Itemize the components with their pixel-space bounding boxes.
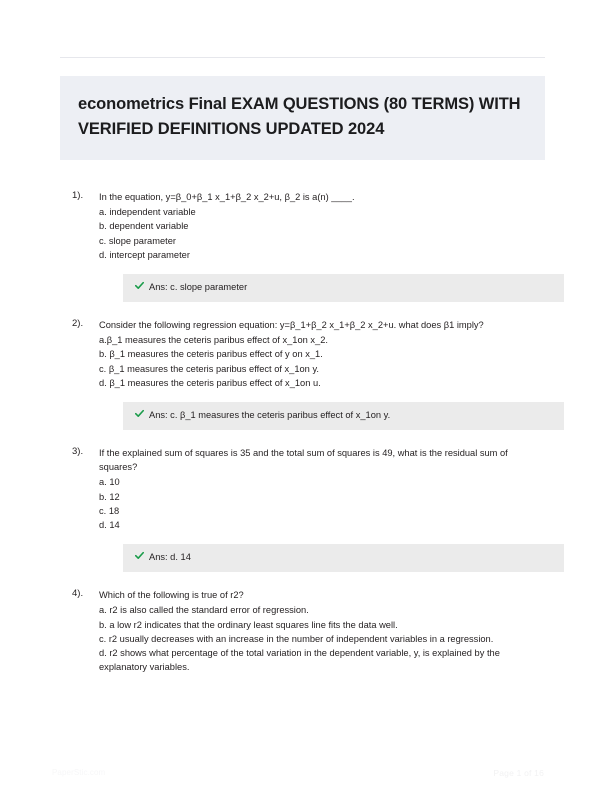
- answer-row: [135, 281, 552, 294]
- answer-box: [123, 402, 564, 430]
- footer-page-number: Page 1 of 16: [493, 768, 544, 778]
- question-option[interactable]: c. slope parameter: [99, 235, 176, 246]
- question-body: [99, 588, 546, 674]
- question-option[interactable]: b. a low r2 indicates that the ordinary least squares line fits the data well.: [99, 619, 398, 630]
- question-body: [99, 318, 546, 430]
- question-option[interactable]: a.β_1 measures the ceteris paribus effect of x_1on x_2.: [99, 335, 328, 346]
- page-title: econometrics Final EXAM QUESTIONS (80 TERMS) WITH VERIFIED DEFINITIONS UPDATED 2024: [78, 95, 521, 138]
- question-stem: If the explained sum of squares is 35 and the total sum of squares is 49, what is the residual sum of squares?: [99, 448, 508, 473]
- question-block: [0, 190, 606, 302]
- question-stem: In the equation, y=β_0+β_1 x_1+β_2 x_2+u, β_2 is a(n) ____.: [99, 192, 355, 202]
- question-options: [99, 475, 546, 532]
- question-option[interactable]: c. β_1 measures the ceteris paribus effect of x_1on y.: [99, 363, 319, 374]
- questions-list: [0, 190, 606, 690]
- question-option[interactable]: c. 18: [99, 505, 120, 516]
- question-option[interactable]: c. r2 usually decreases with an increase in the number of independent variables in a regression.: [99, 633, 494, 644]
- question-option[interactable]: a. r2 is also called the standard error of regression.: [99, 605, 309, 616]
- question-block: [0, 446, 606, 572]
- check-icon: [135, 409, 144, 418]
- question-option[interactable]: b. dependent variable: [99, 221, 189, 232]
- answer-box: [123, 274, 564, 302]
- question-option[interactable]: d. r2 shows what percentage of the total variation in the dependent variable, y, is explained by the explanatory variables.: [99, 648, 500, 673]
- check-icon: [135, 281, 144, 290]
- question-body: [99, 190, 546, 302]
- header-divider: [60, 57, 545, 58]
- footer-watermark: PaperStic.com: [52, 768, 106, 777]
- question-options: [99, 603, 546, 674]
- answer-row: [135, 551, 552, 564]
- answer-row: [135, 409, 552, 422]
- document-title-banner: [60, 76, 545, 160]
- question-option[interactable]: d. 14: [99, 520, 120, 531]
- question-option[interactable]: d. intercept parameter: [99, 249, 190, 260]
- question-option[interactable]: b. β_1 measures the ceteris paribus effect of y on x_1.: [99, 349, 323, 360]
- question-block: [0, 318, 606, 430]
- question-number: 4).: [72, 588, 84, 600]
- question-block: [0, 588, 606, 674]
- question-number: 3).: [72, 446, 84, 458]
- question-option[interactable]: d. β_1 measures the ceteris paribus effect of x_1on u.: [99, 377, 321, 388]
- answer-text: Ans: c. slope parameter: [149, 282, 248, 293]
- question-option[interactable]: a. 10: [99, 477, 120, 488]
- answer-text: Ans: c. β_1 measures the ceteris paribus effect of x_1on y.: [149, 410, 391, 421]
- question-options: [99, 333, 546, 390]
- question-stem: Consider the following regression equation: y=β_1+β_2 x_1+β_2 x_2+u. what does β1 imply?: [99, 320, 484, 331]
- question-body: [99, 446, 546, 572]
- page-footer: [0, 754, 606, 800]
- question-number: 2).: [72, 318, 84, 330]
- question-number: 1).: [72, 190, 84, 201]
- check-icon: [135, 551, 144, 560]
- question-option[interactable]: a. independent variable: [99, 207, 196, 218]
- question-options: [99, 205, 546, 262]
- answer-text: Ans: d. 14: [149, 552, 191, 563]
- answer-box: [123, 544, 564, 572]
- question-option[interactable]: b. 12: [99, 491, 120, 502]
- question-stem: Which of the following is true of r2?: [99, 590, 244, 601]
